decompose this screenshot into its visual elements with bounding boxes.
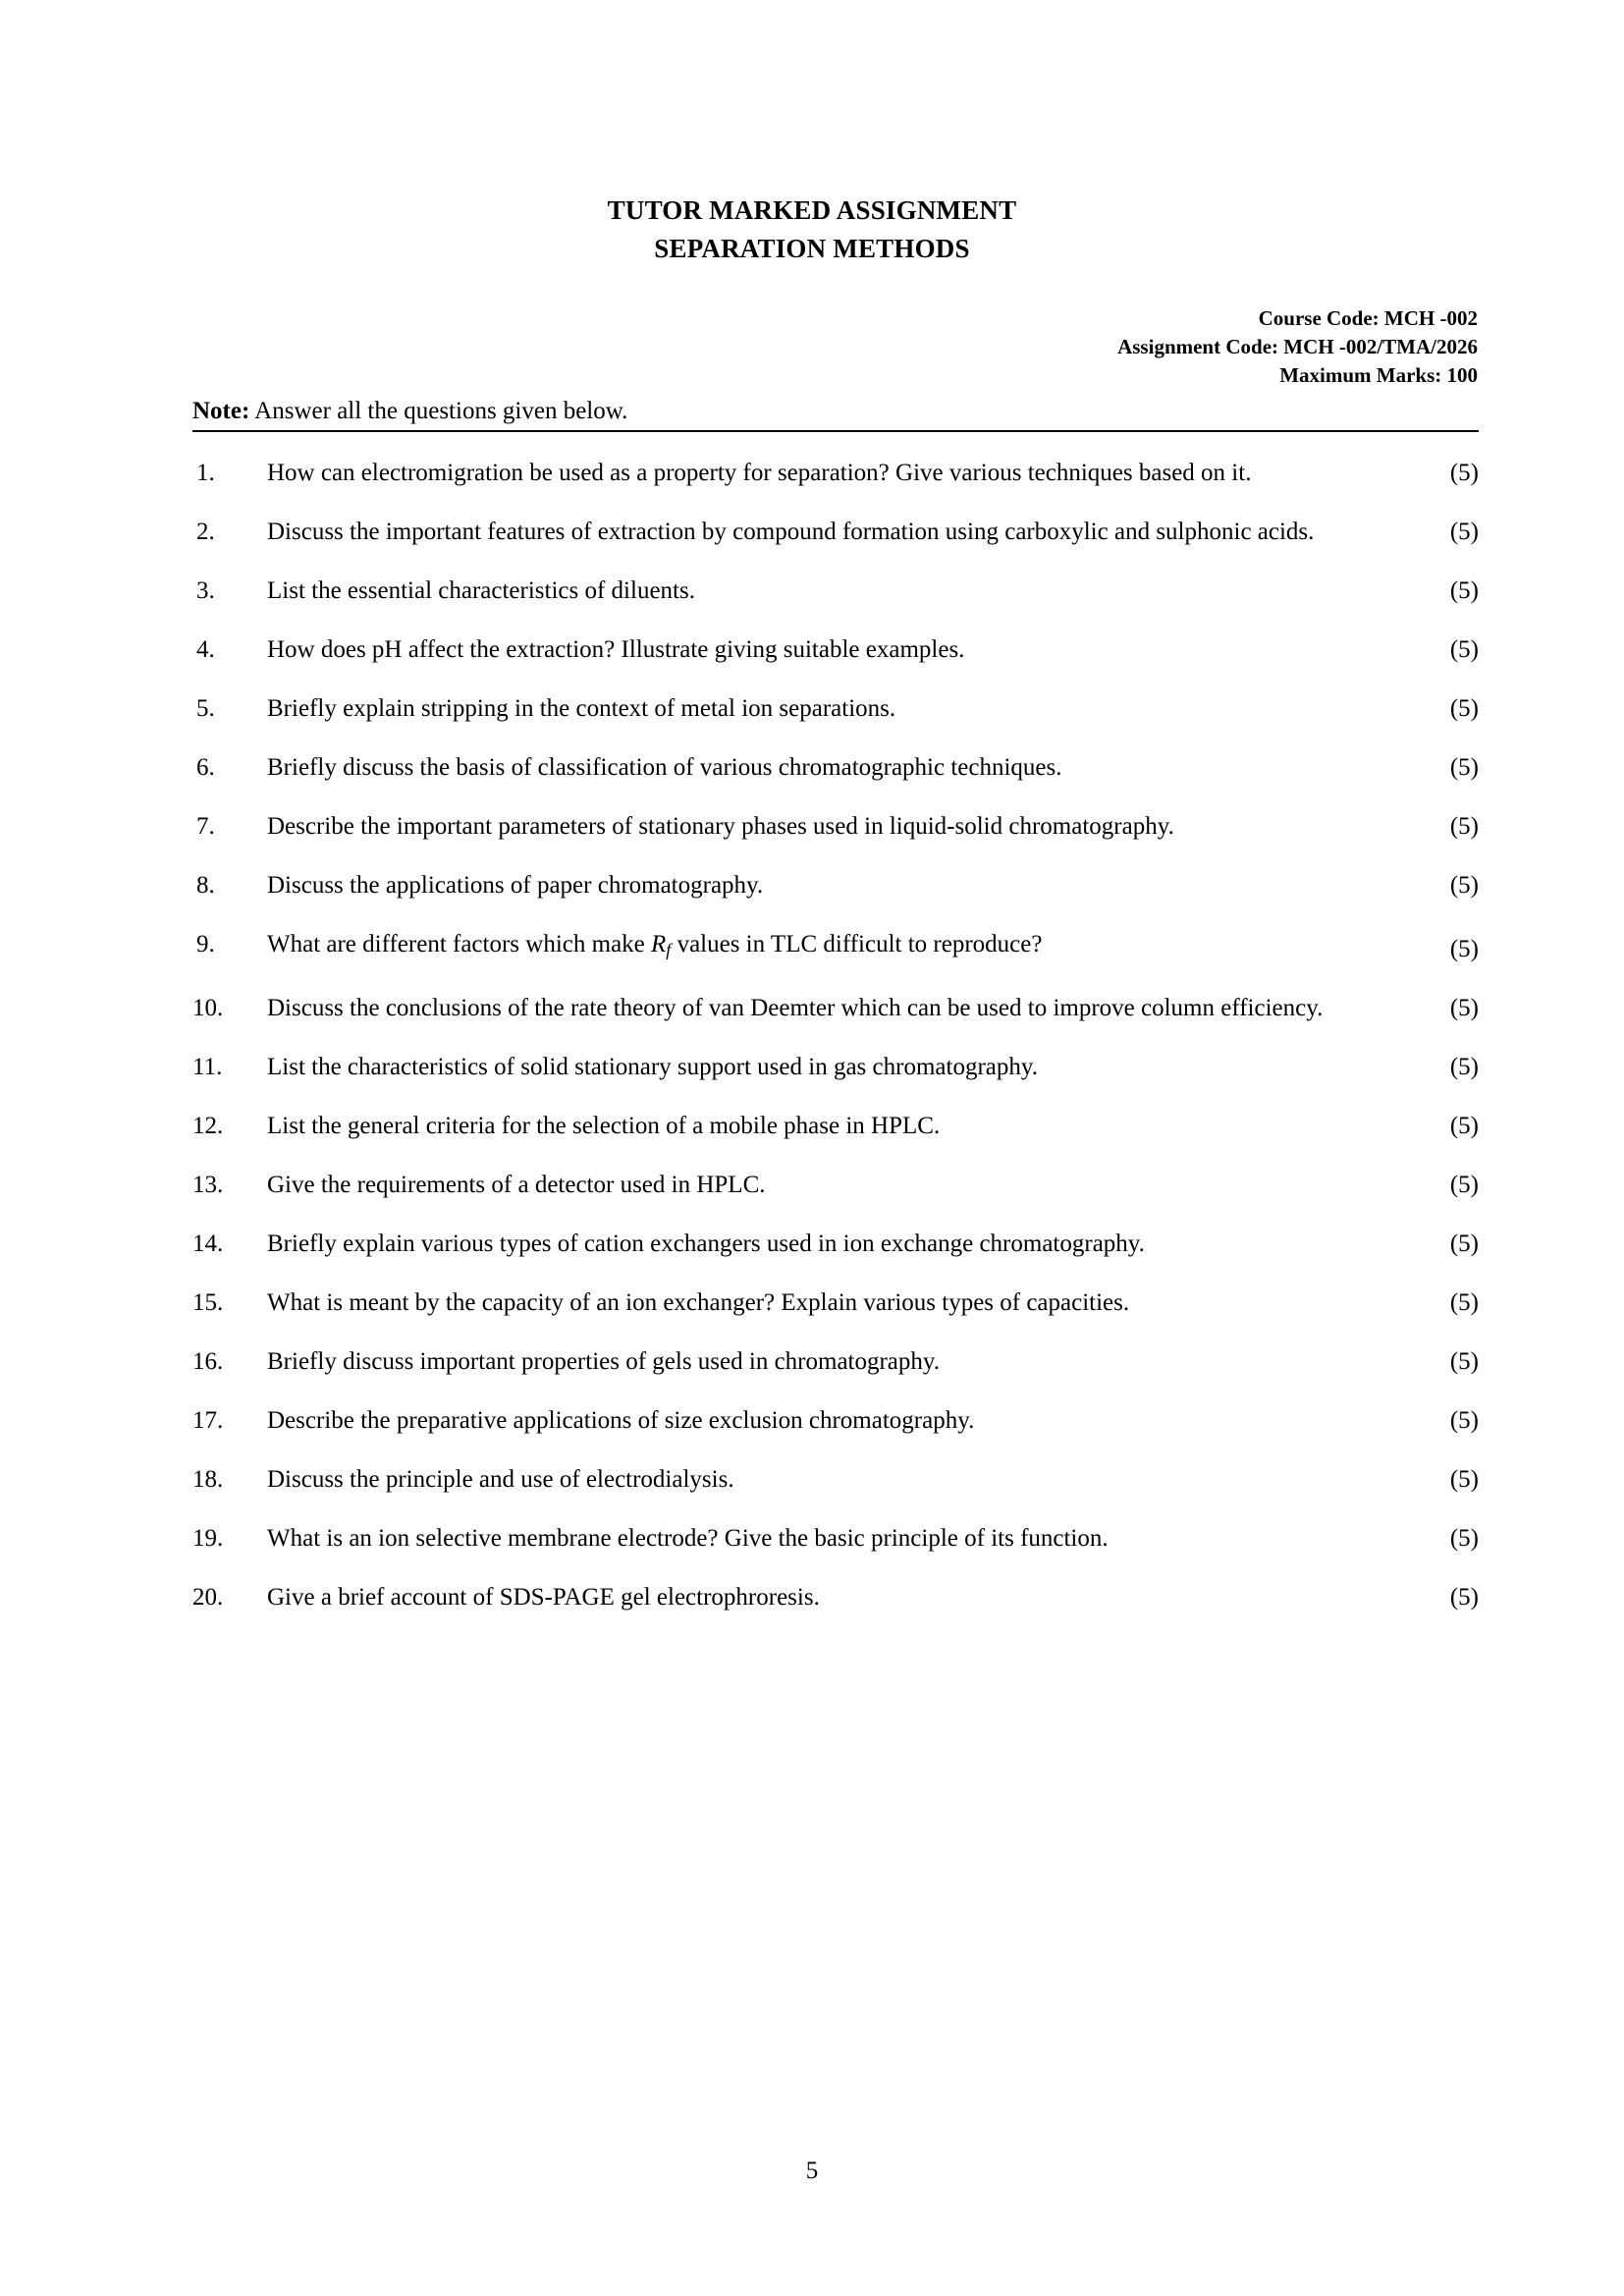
question-marks: (5) <box>1449 1524 1479 1552</box>
question-body <box>267 630 1479 670</box>
question-marks: (5) <box>1449 460 1479 486</box>
question-text <box>267 925 1396 969</box>
question-text: List the essential characteristics of diluents. <box>267 577 695 604</box>
question-row <box>192 1225 1479 1264</box>
assignment-code: Assignment Code: MCH -002/TMA/2026 <box>1117 335 1478 358</box>
question-text: Discuss the applications of paper chromatography. <box>267 872 764 899</box>
question-body <box>267 1107 1479 1146</box>
question-number: 19. <box>192 1524 224 1552</box>
question-body <box>267 1166 1479 1205</box>
question-row <box>192 1166 1479 1205</box>
question-marks: (5) <box>1449 1171 1479 1198</box>
course-meta-block <box>1117 304 1478 390</box>
page-title-line2: SEPARATION METHODS <box>654 234 970 263</box>
question-marks: (5) <box>1449 872 1479 899</box>
question-number: 9. <box>196 931 215 957</box>
question-text: Describe the important parameters of stationary phases used in liquid-solid chromatography. <box>267 813 1174 840</box>
question-row <box>192 866 1479 905</box>
page-number: 5 <box>805 2158 819 2184</box>
question-marks: (5) <box>1449 935 1479 962</box>
question-row <box>192 572 1479 611</box>
header-divider <box>192 430 1479 432</box>
question-number: 12. <box>192 1112 224 1139</box>
question-marks: (5) <box>1449 1583 1479 1611</box>
page-title-line1: TUTOR MARKED ASSIGNMENT <box>607 195 1017 225</box>
note-label: Note: <box>192 398 250 424</box>
question-row <box>192 454 1479 493</box>
question-row <box>192 1460 1479 1500</box>
question-text: Briefly explain various types of cation exchangers used in ion exchange chromatography. <box>267 1230 1145 1257</box>
question-text-before: What are different factors which make <box>267 931 652 957</box>
question-number: 17. <box>192 1406 224 1434</box>
question-body <box>267 1342 1479 1382</box>
question-number: 7. <box>196 813 215 840</box>
question-marks: (5) <box>1449 1112 1479 1139</box>
question-row <box>192 807 1479 847</box>
note-text: Answer all the questions given below. <box>249 398 628 424</box>
question-row <box>192 689 1479 729</box>
note-line <box>192 396 1479 427</box>
question-text: Give the requirements of a detector used in HPLC. <box>267 1171 766 1198</box>
document-header <box>0 191 1624 268</box>
question-body <box>267 807 1479 847</box>
question-marks: (5) <box>1449 813 1479 840</box>
question-marks: (5) <box>1449 636 1479 663</box>
question-row <box>192 1578 1479 1617</box>
question-number: 20. <box>192 1583 224 1611</box>
question-marks: (5) <box>1449 519 1479 545</box>
question-text: Discuss the important features of extraction by compound formation using carboxylic and sulphonic acids. <box>267 519 1315 545</box>
question-row <box>192 989 1479 1028</box>
note-block <box>192 396 1479 432</box>
question-row <box>192 748 1479 788</box>
question-body <box>267 866 1479 905</box>
question-body <box>267 1519 1479 1558</box>
question-body <box>267 1284 1479 1323</box>
question-body <box>267 1460 1479 1500</box>
question-body <box>267 989 1479 1028</box>
question-row <box>192 630 1479 670</box>
question-text: Briefly explain stripping in the context of metal ion separations. <box>267 695 896 722</box>
maximum-marks: Maximum Marks: 100 <box>1279 363 1478 387</box>
question-body <box>267 748 1479 788</box>
question-row <box>192 513 1479 552</box>
question-text: Briefly discuss important properties of gels used in chromatography. <box>267 1347 941 1375</box>
question-row <box>192 1342 1479 1382</box>
question-text: Give a brief account of SDS-PAGE gel electrophroresis. <box>267 1583 820 1611</box>
question-number: 10. <box>192 994 224 1021</box>
question-body <box>267 1401 1479 1441</box>
question-number: 5. <box>196 695 215 722</box>
question-text: How does pH affect the extraction? Illustrate giving suitable examples. <box>267 636 965 663</box>
question-marks: (5) <box>1449 577 1479 604</box>
question-number: 13. <box>192 1171 224 1198</box>
question-body <box>267 1225 1479 1264</box>
question-number: 16. <box>192 1347 224 1375</box>
question-number: 3. <box>196 577 215 604</box>
rf-variable <box>651 931 671 957</box>
question-marks: (5) <box>1449 1406 1479 1434</box>
question-row <box>192 1519 1479 1558</box>
question-text-after: values in TLC difficult to reproduce? <box>671 931 1043 957</box>
question-text: Discuss the principle and use of electrodialysis. <box>267 1465 734 1493</box>
rf-variable-subscript: f <box>666 939 672 959</box>
question-marks: (5) <box>1449 1347 1479 1375</box>
question-text: List the general criteria for the selection of a mobile phase in HPLC. <box>267 1112 941 1139</box>
rf-variable-base: R <box>651 931 667 957</box>
question-text: List the characteristics of solid stationary support used in gas chromatography. <box>267 1053 1038 1080</box>
question-marks: (5) <box>1449 1053 1479 1080</box>
question-body <box>267 1578 1479 1617</box>
question-marks: (5) <box>1449 695 1479 722</box>
question-row <box>192 925 1479 969</box>
question-marks: (5) <box>1449 1465 1479 1493</box>
question-body <box>267 925 1479 969</box>
question-number: 11. <box>192 1053 223 1080</box>
question-body <box>267 689 1479 729</box>
question-number: 8. <box>196 872 215 899</box>
question-number: 6. <box>196 754 215 781</box>
question-number: 14. <box>192 1230 224 1257</box>
question-text: Briefly discuss the basis of classification of various chromatographic techniques. <box>267 754 1062 781</box>
question-number: 4. <box>196 636 215 663</box>
question-row <box>192 1284 1479 1323</box>
question-number: 2. <box>196 519 215 545</box>
question-marks: (5) <box>1449 994 1479 1021</box>
question-row <box>192 1401 1479 1441</box>
question-number: 18. <box>192 1465 224 1493</box>
question-body <box>267 513 1479 552</box>
question-row <box>192 1048 1479 1087</box>
question-marks: (5) <box>1449 1288 1479 1316</box>
question-text: What is meant by the capacity of an ion exchanger? Explain various types of capacities. <box>267 1288 1130 1316</box>
question-text: Discuss the conclusions of the rate theory of van Deemter which can be used to improve column efficiency. <box>267 994 1324 1021</box>
question-number: 1. <box>196 460 215 486</box>
question-text: What is an ion selective membrane electrode? Give the basic principle of its function. <box>267 1524 1109 1552</box>
question-marks: (5) <box>1449 754 1479 781</box>
course-code: Course Code: MCH -002 <box>1258 306 1478 330</box>
question-marks: (5) <box>1449 1230 1479 1257</box>
question-body <box>267 1048 1479 1087</box>
questions-list <box>192 454 1479 1637</box>
question-row <box>192 1107 1479 1146</box>
question-number: 15. <box>192 1288 224 1316</box>
question-body <box>267 572 1479 611</box>
question-text: Describe the preparative applications of size exclusion chromatography. <box>267 1406 975 1434</box>
question-text: How can electromigration be used as a property for separation? Give various techniques based on it. <box>267 460 1252 486</box>
question-body <box>267 454 1479 493</box>
